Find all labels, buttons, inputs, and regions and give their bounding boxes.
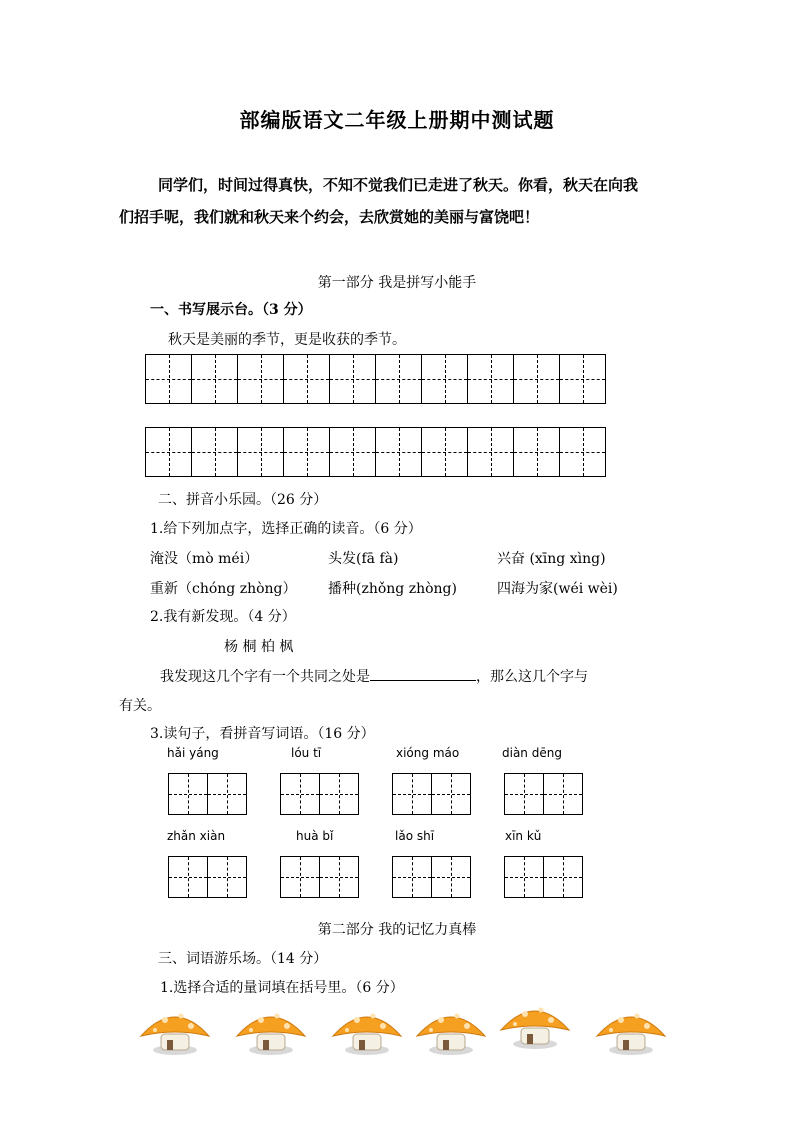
mushroom-icon [137,1006,213,1056]
q2-sub1-title: 1.给下列加点字，选择正确的读音。（6 分） [150,521,422,537]
word-box[interactable] [280,856,359,898]
pinyin-label: diàn dēng [502,746,562,760]
q2-sub2-title: 2.我有新发现。（4 分） [150,609,296,625]
discovery-text-a: 我发现这几个字有一个共同之处是 [160,669,370,685]
q1-sentence: 秋天是美丽的季节，更是收获的季节。 [168,332,406,348]
reading-option: 四海为家(wéi wèi) [497,581,618,597]
pinyin-label: zhǎn xiàn [167,829,226,843]
reading-option: 兴奋 (xīng xìng) [497,551,606,567]
word-box[interactable] [168,856,247,898]
q2-title: 二、拼音小乐园。（26 分） [158,492,328,508]
q3-title: 三、词语游乐场。（14 分） [158,951,328,967]
word-box[interactable] [280,773,359,815]
word-box[interactable] [504,856,583,898]
mushroom-icon [413,1006,489,1056]
q2-sub3-title: 3.读句子，看拼音写词语。（16 分） [150,726,375,742]
discovery-chars: 杨 桐 柏 枫 [224,639,294,655]
pinyin-label: xīn kǔ [505,829,542,843]
part2-heading: 第二部分 我的记忆力真棒 [317,922,477,938]
discovery-sentence [160,666,588,686]
pinyin-label: lǎo shī [395,829,435,843]
mushroom-icon [497,1000,573,1050]
word-box[interactable] [168,773,247,815]
word-box[interactable] [392,856,471,898]
pinyin-label: lóu tī [291,746,322,760]
part1-heading: 第一部分 我是拼写小能手 [317,275,477,291]
pinyin-label: hǎi yáng [167,746,219,760]
discovery-text-c: 有关。 [119,698,161,714]
writing-grid-row-1[interactable] [145,354,606,404]
mushroom-icon [329,1006,405,1056]
mushroom-icon [233,1006,309,1056]
intro-line-1: 同学们，时间过得真快，不知不觉我们已走进了秋天。你看，秋天在向我 [158,176,639,194]
q1-title: 一、书写展示台。（3 分） [150,302,312,318]
intro-line-2: 们招手呢，我们就和秋天来个约会，去欣赏她的美丽与富饶吧！ [119,208,540,226]
pinyin-label: huà bǐ [296,829,334,843]
discovery-text-b: ，那么这几个字与 [476,669,588,685]
q3-sub1-title: 1.选择合适的量词填在括号里。（6 分） [160,980,404,996]
page-title: 部编版语文二年级上册期中测试题 [239,108,555,132]
answer-blank[interactable] [370,666,476,681]
reading-option: 淹没（mò méi） [150,551,259,567]
mushroom-icon [593,1006,669,1056]
pinyin-label: xióng máo [396,746,460,760]
word-box[interactable] [392,773,471,815]
word-box[interactable] [504,773,583,815]
reading-option: 重新（chóng zhòng） [150,581,297,597]
reading-option: 播种(zhǒng zhòng) [328,581,457,597]
reading-option: 头发(fā fà) [328,551,399,567]
writing-grid-row-2[interactable] [145,427,606,477]
